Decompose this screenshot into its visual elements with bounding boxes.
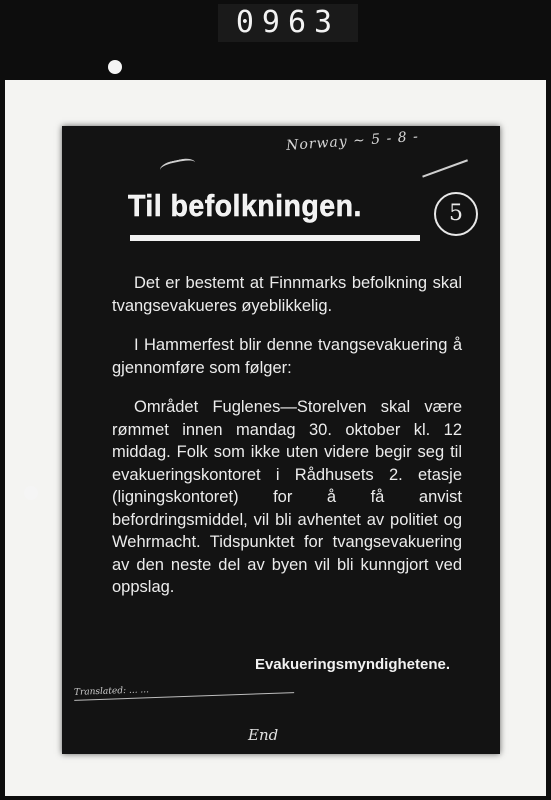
handwritten-annotation: Norway ~ 5 - 8 - xyxy=(285,128,420,154)
paragraph-1: Det er bestemt at Finnmarks befolkning skal tvangsevakueres øyeblikkelig. xyxy=(112,274,462,315)
title-underline xyxy=(130,235,420,241)
paragraph-2: I Hammerfest blir denne tvangsevakuering å gjennomføre som følger: xyxy=(112,336,462,377)
signature: Evakueringsmyndighetene. xyxy=(254,656,450,673)
end-mark: End xyxy=(248,726,279,744)
punch-hole-left-2 xyxy=(24,486,38,500)
poster-title: Til befolkningen. xyxy=(128,188,362,223)
paragraph-3: Området Fuglenes—Storelven skal være rømmet innen mandag 30. oktober kl. 12 middag. Folk som ikke uten videre begir seg til evakueringskontoret i Rådhusets 2. etasje (ligningskontoret) for å få anvist befordringsmiddel, vil bli avhentet av politiet og Wehrmacht. Tidspunktet for tvangsevakuering av den neste del av byen vil bli kunngjort ved oppslag. xyxy=(112,398,462,596)
handwritten-footnote: Translated: ... ... xyxy=(74,680,294,701)
circled-page-number: 5 xyxy=(434,192,478,236)
poster-body xyxy=(112,272,462,616)
frame-number: 0963 xyxy=(218,4,358,42)
punch-hole-top xyxy=(108,60,122,74)
